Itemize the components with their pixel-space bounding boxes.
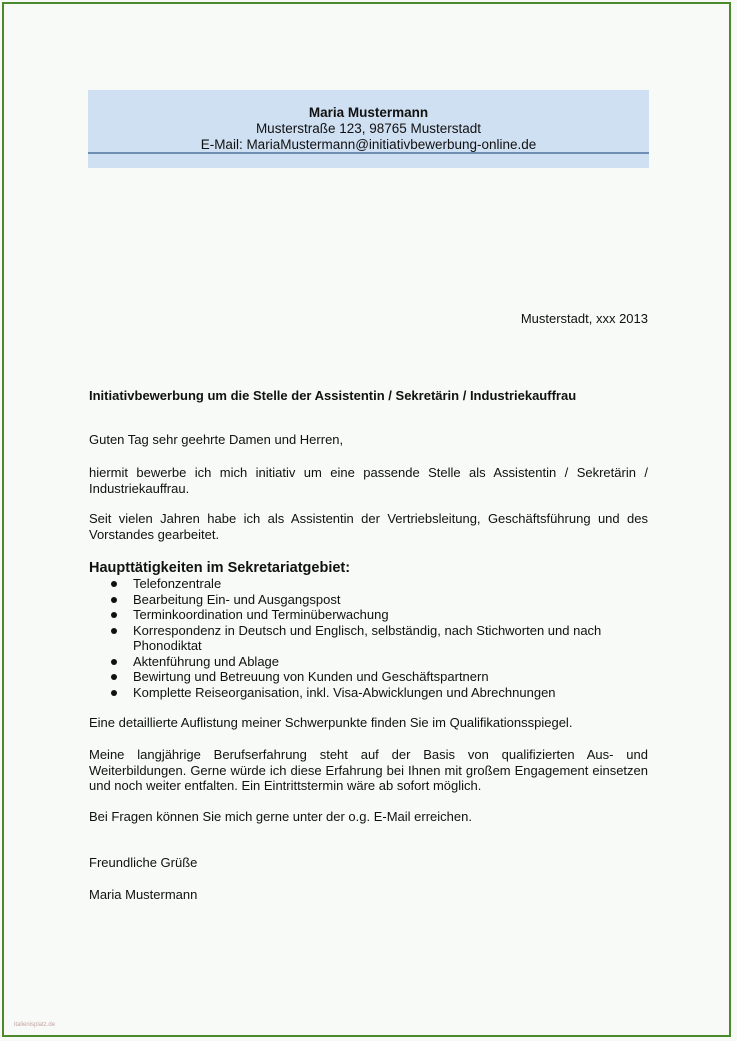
list-item <box>89 669 649 685</box>
bullet-icon <box>111 659 117 665</box>
task-text: Terminkoordination und Terminüberwachung <box>133 607 389 622</box>
paragraph-experience: Seit vielen Jahren habe ich als Assistentin der Vertriebsleitung, Geschäftsführung und des Vorstandes gearbeitet. <box>89 511 648 542</box>
signature: Maria Mustermann <box>89 887 198 902</box>
sender-name: Maria Mustermann <box>308 105 429 120</box>
paragraph-qualifications: Eine detaillierte Auflistung meiner Schwerpunkte finden Sie im Qualifikationsspiegel. <box>89 715 573 730</box>
task-text: Korrespondenz in Deutsch und Englisch, selbständig, nach Stichworten und nach Phonodiktat <box>133 622 602 653</box>
list-item <box>89 623 649 654</box>
letter-date: Musterstadt, xxx 2013 <box>520 311 648 326</box>
list-item <box>89 576 649 592</box>
bullet-icon <box>111 581 117 587</box>
list-item <box>89 607 649 623</box>
tasks-list <box>89 576 649 700</box>
watermark: italienisplatz.de <box>14 1022 56 1028</box>
task-text: Bearbeitung Ein- und Ausgangspost <box>133 591 341 607</box>
paragraph-intro: hiermit bewerbe ich mich initiativ um eine passende Stelle als Assistentin / Sekretärin / Industriekauffrau. <box>89 465 648 496</box>
bullet-icon <box>111 628 117 634</box>
list-item <box>89 592 649 608</box>
closing: Freundliche Grüße <box>89 855 198 870</box>
task-text: Komplette Reiseorganisation, inkl. Visa-Abwicklungen und Abrechnungen <box>133 684 556 700</box>
bullet-icon <box>111 674 117 680</box>
letterhead-rule <box>88 152 649 154</box>
bullet-icon <box>111 597 117 603</box>
greeting: Guten Tag sehr geehrte Damen und Herren, <box>89 432 344 447</box>
task-text: Telefonzentrale <box>133 576 222 591</box>
list-item <box>89 654 649 670</box>
tasks-heading: Haupttätigkeiten im Sekretariatgebiet: <box>89 560 351 576</box>
sender-address: Musterstraße 123, 98765 Musterstadt <box>255 121 482 136</box>
paragraph-contact: Bei Fragen können Sie mich gerne unter der o.g. E-Mail erreichen. <box>89 809 472 824</box>
task-text: Aktenführung und Ablage <box>133 653 280 669</box>
letter-subject: Initiativbewerbung um die Stelle der Assistentin / Sekretärin / Industriekauffrau <box>89 388 577 403</box>
sender-email: E-Mail: MariaMustermann@initiativbewerbung-online.de <box>200 137 537 152</box>
bullet-icon <box>111 690 117 696</box>
list-item <box>89 685 649 701</box>
bullet-icon <box>111 612 117 618</box>
letterhead <box>88 90 649 168</box>
paragraph-motivation: Meine langjährige Berufserfahrung steht auf der Basis von qualifizierten Aus- und Weiterbildungen. Gerne würde ich diese Erfahrung bei Ihnen mit großem Engagement einsetzen und noch weiter entfalten. Ein Eintrittstermin wäre ab sofort möglich. <box>89 747 648 793</box>
task-text: Bewirtung und Betreuung von Kunden und Geschäftspartnern <box>133 669 489 684</box>
